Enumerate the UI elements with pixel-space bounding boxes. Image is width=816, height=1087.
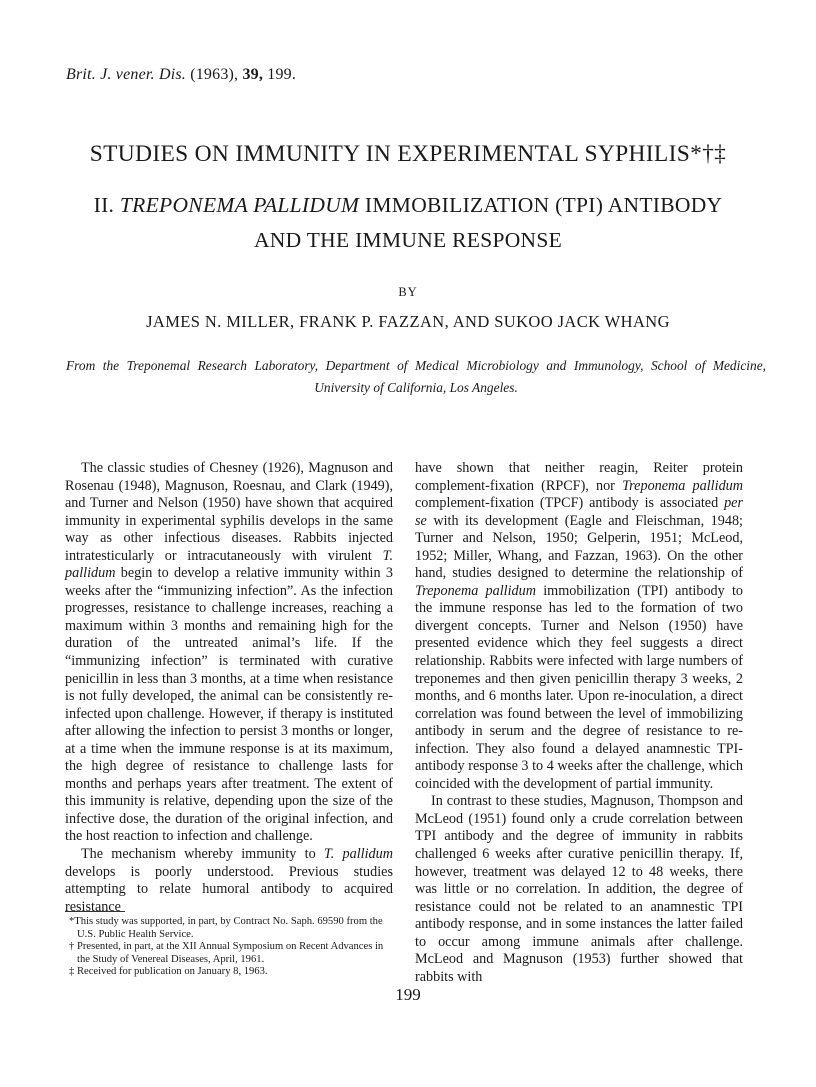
footnote-divider	[65, 911, 125, 912]
footnote: † Presented, in part, at the XII Annual Symposium on Recent Advances in the Study of Venereal Diseases, April, 1961.	[69, 941, 384, 965]
footnotes	[65, 916, 393, 979]
paragraph: In contrast to these studies, Magnuson, Thompson and McLeod (1951) found only a crude correlation between TPI antibody and the degree of immunity in rabbits challenged 6 weeks after curative penicillin therapy. If, however, treatment was delayed 12 to 48 weeks, there was little or no correlation. In addition, the degree of resistance could not be related to an anamnestic TPI antibody response, and in some instances the latter failed to occur among immune animals after challenge. McLeod and Magnuson (1953) further showed that rabbits with	[415, 793, 743, 985]
body-column-right	[415, 460, 743, 986]
journal-volume: 39,	[242, 66, 264, 83]
authors: JAMES N. MILLER, FRANK P. FAZZAN, AND SUKOO JACK WHANG	[146, 312, 670, 331]
by-line: BY	[398, 285, 418, 299]
body-column-left	[65, 460, 393, 916]
journal-name: Brit. J. vener. Dis.	[66, 66, 186, 83]
journal-year: (1963),	[190, 66, 239, 83]
journal-reference	[66, 66, 296, 84]
paragraph: The classic studies of Chesney (1926), Magnuson and Rosenau (1948), Magnuson, Roesnau, and Clark (1949), and Turner and Nelson (1950) have shown that acquired immunity in experimental syphilis develops in the same way as other infectious diseases. Rabbits injected intratesticularly or intracutaneously with virulent T. pallidum begin to develop a relative immunity within 3 weeks after the “immunizing infection”. As the infection progresses, resistance to challenge increases, reaching a maximum within 3 months and remaining high for the duration of the untreated animal’s life. If the “immunizing infection” is terminated with curative penicillin in less than 3 months, at a time when resistance is not fully developed, the animal can be consistently re-infected upon challenge. However, if therapy is instituted after allowing the infection to persist 3 months or longer, at a time when the immune response is at its maximum, the high degree of resistance to challenge lasts for months and perhaps years after treatment. The extent of this immunity is relative, depending upon the size of the infective dose, the duration of the original infection, and the host reaction to infection and challenge.	[65, 460, 393, 845]
paragraph: The mechanism whereby immunity to T. pallidum develops is poorly understood. Previous studies attempting to relate humoral antibody to acquired resistance	[65, 846, 393, 915]
subtitle-line2: AND THE IMMUNE RESPONSE	[253, 228, 563, 252]
footnote: *This study was supported, in part, by Contract No. Saph. 69590 from the U.S. Public Health Service.	[69, 916, 383, 940]
subtitle-rest: IMMOBILIZATION (TPI) ANTIBODY	[359, 193, 723, 217]
page-number: 199	[395, 984, 421, 1004]
affiliation: From the Treponemal Research Laboratory, Department of Medical Microbiology and Immunology, School of Medicine, University of California, Los Angeles.	[66, 358, 766, 395]
paper-title: STUDIES ON IMMUNITY IN EXPERIMENTAL SYPHILIS*†‡	[89, 141, 727, 167]
paragraph: have shown that neither reagin, Reiter protein complement-fixation (RPCF), nor Treponema pallidum complement-fixation (TPCF) antibody is associated per se with its development (Eagle and Fleischman, 1948; Turner and Nelson, 1950; Gelperin, 1951; McLeod, 1952; Miller, Whang, and Fazzan, 1963). On the other hand, studies designed to determine the relationship of Treponema pallidum immobilization (TPI) antibody to the immune response has led to the formation of two divergent concepts. Turner and Nelson (1950) have presented evidence which they feel suggests a direct relationship. Rabbits were infected with large numbers of treponemes and then given penicillin therapy 3 weeks, 2 months, and 6 months later. Upon re-inoculation, a direct correlation was found between the level of immobilizing antibody in serum and the degree of resistance to re-infection. They also found a delayed anamnestic TPI-antibody response 3 to 4 weeks after the challenge, which coincided with the development of partial immunity.	[415, 460, 744, 792]
subtitle-italic: TREPONEMA PALLIDUM	[119, 193, 360, 217]
journal-page: 199.	[267, 66, 297, 83]
footnote: ‡ Received for publication on January 8, 1963.	[69, 966, 268, 977]
paper-subtitle	[40, 188, 776, 258]
subtitle-prefix: II.	[93, 193, 120, 217]
